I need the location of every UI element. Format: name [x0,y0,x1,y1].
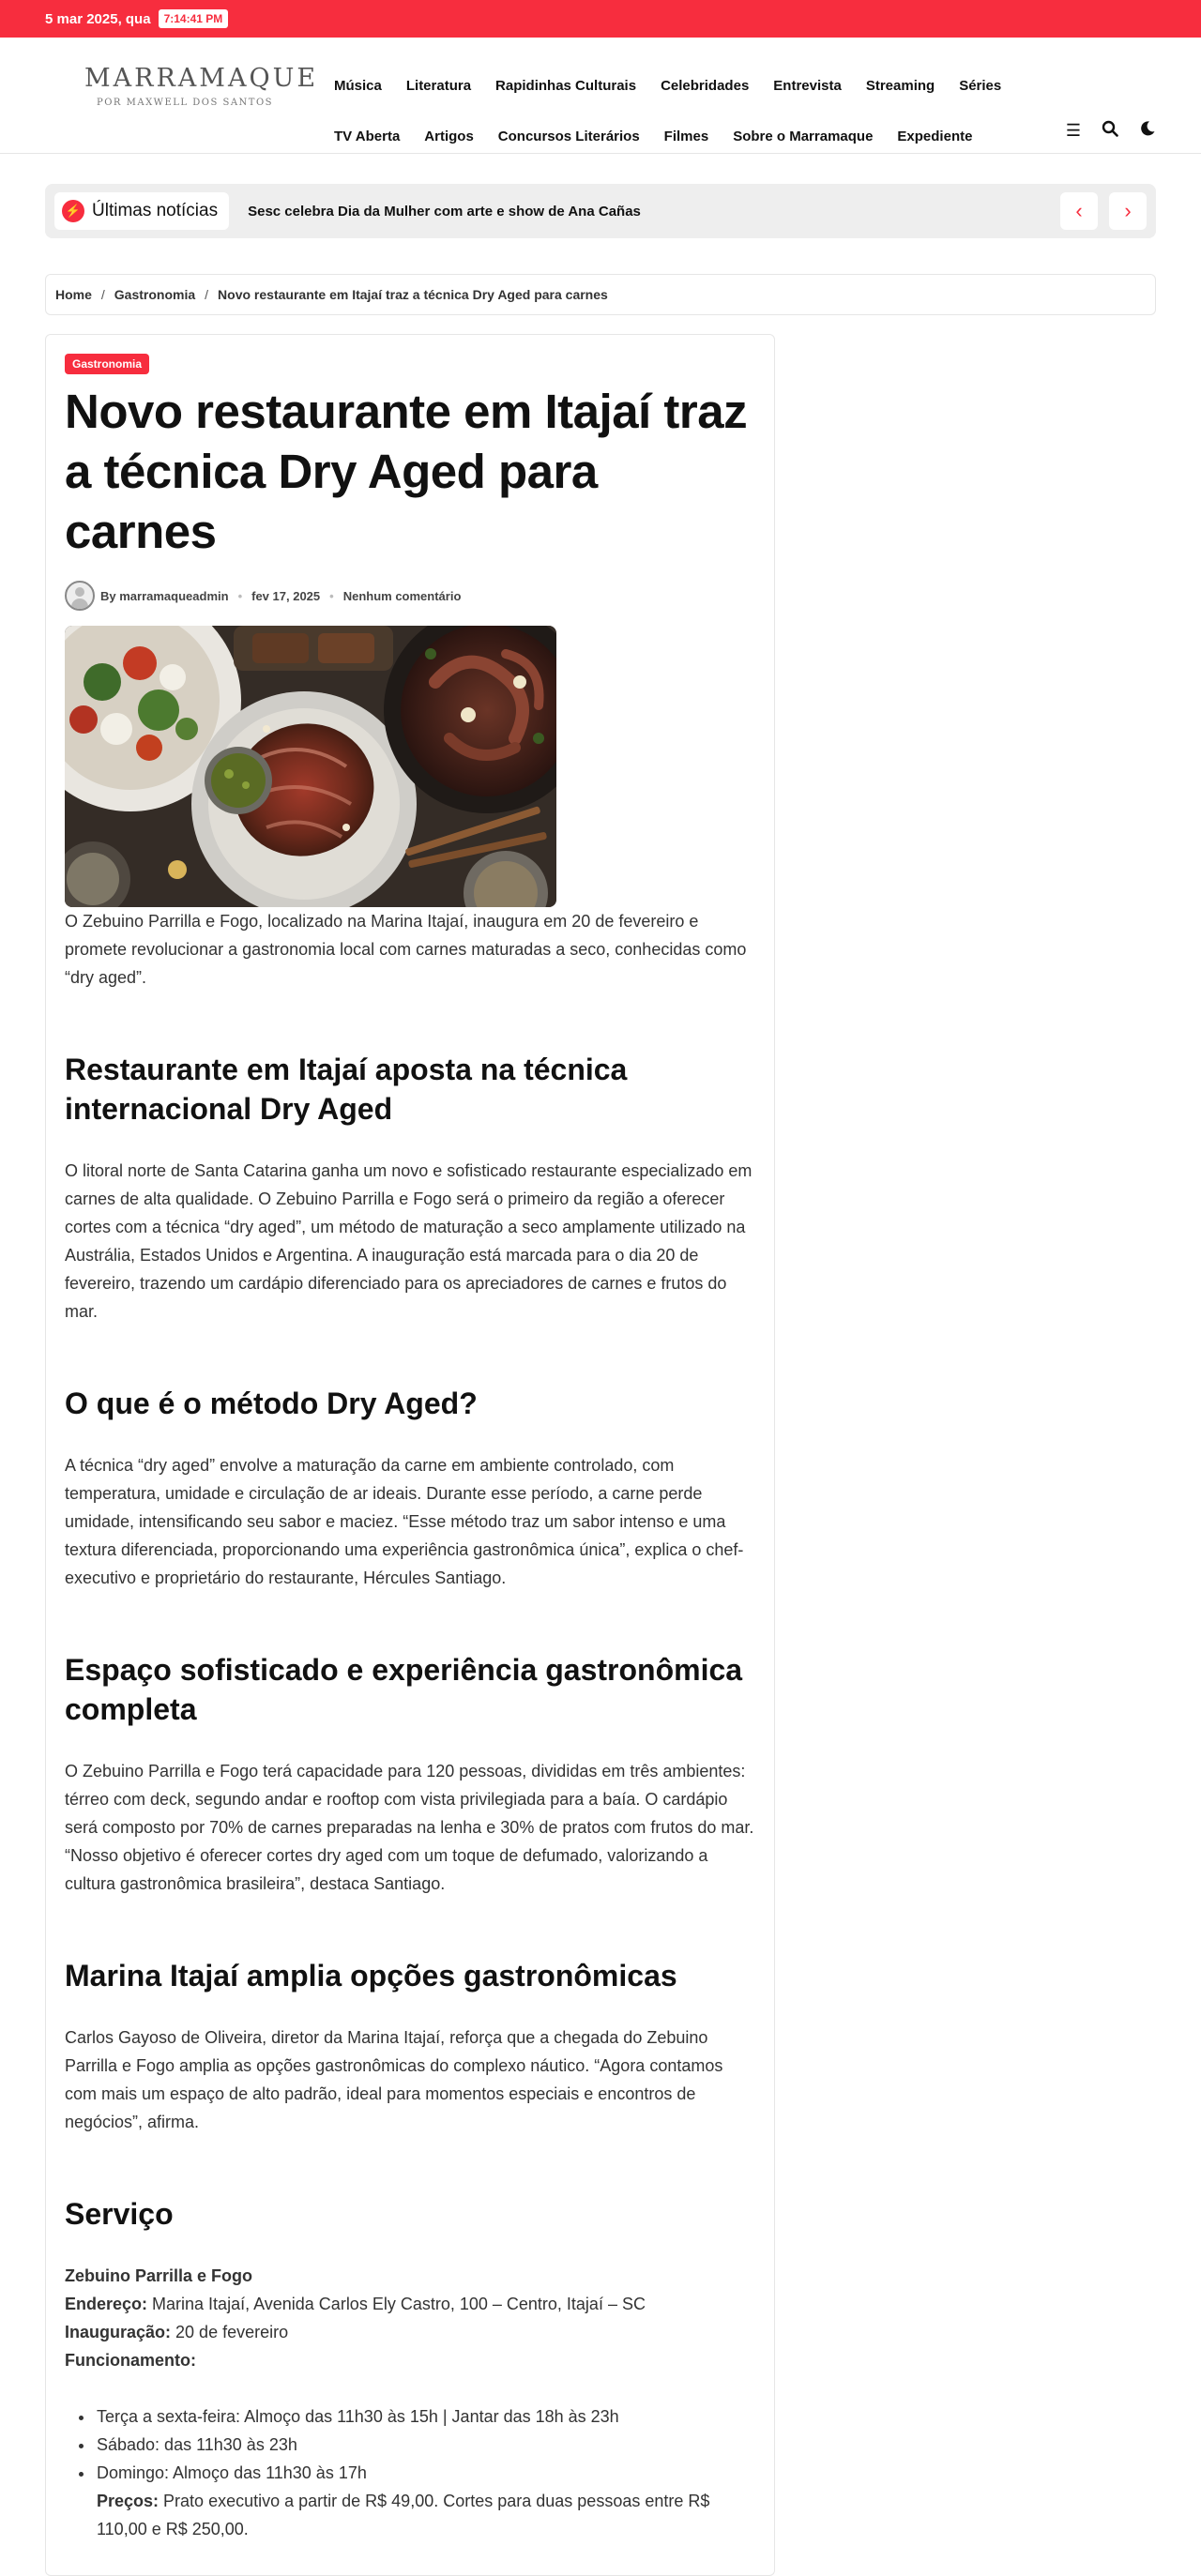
prices-label: Preços: [97,2492,160,2510]
list-item: • Terça a sexta-feira: Almoço das 11h30 às 15h | Jantar das 18h às 23h [95,2402,755,2431]
section-paragraph: O Zebuino Parrilla e Fogo terá capacidade para 120 pessoas, divididas em três ambientes: térreo com deck, segundo andar e rooftop com vista privilegiada para a baía. O cardápio será composto por 70% de carnes preparadas na lenha e 30% de pratos com frutos do mar. “Nosso objetivo é oferecer cortes dry aged com um toque de defumado, valorizando a cultura gastronômica brasileira”, destaca Santiago. [65,1762,754,1893]
logo-tagline: POR MAXWELL DOS SANTOS [96,98,274,108]
top-bar [0,0,1201,38]
nav-item-artigos[interactable]: Artigos [424,128,474,144]
breadcrumb-separator: / [205,287,209,302]
nav-item-rapidinhas-culturais[interactable]: Rapidinhas Culturais [495,77,637,94]
service-name: Zebuino Parrilla e Fogo [65,2266,253,2285]
list-item [95,2459,755,2543]
category-badge[interactable]: Gastronomia [65,354,149,374]
hours-sunday: Domingo: Almoço das 11h30 às 17h [97,2463,367,2482]
author-name[interactable]: By marramaqueadmin [100,588,229,603]
current-time: 7:14:41 PM [159,9,229,28]
current-date: 5 mar 2025, qua [45,10,151,27]
nav-item-series[interactable]: Séries [959,77,1002,94]
nav-row-2 [334,113,1010,159]
prices-value: Prato executivo a partir de R$ 49,00. Cortes para duas pessoas entre R$ 110,00 e R$ 250,00. [97,2492,710,2538]
meta-dot: • [329,588,334,603]
nav-item-literatura[interactable]: Literatura [405,77,472,94]
menu-icon[interactable]: ☰ [1065,121,1081,140]
logo-name: MARRAMAQUE [84,64,319,93]
section-heading: O que é o método Dry Aged? [65,1386,478,1420]
article-hero-image [65,626,556,907]
nav-item-expediente[interactable]: Expediente [897,128,973,144]
nav-item-tv-aberta[interactable]: TV Aberta [334,128,401,144]
nav-row-1 [334,62,1010,109]
nav-item-entrevista[interactable]: Entrevista [773,77,842,94]
site-logo[interactable] [84,64,319,108]
breadcrumb-separator: / [100,287,105,302]
dark-mode-icon[interactable] [1139,120,1156,142]
article-intro: O Zebuino Parrilla e Fogo, localizado na Marina Itajaí, inaugura em 20 de fevereiro e promete revolucionar a gastronomia local com carnes maturadas a seco, conhecidas como “dry aged”. [65,912,747,987]
section-paragraph: Carlos Gayoso de Oliveira, diretor da Marina Itajaí, reforça que a chegada do Zebuino Parrilla e Fogo amplia as opções gastronômicas do complexo náutico. “Agora contamos com mais um espaço de alto padrão, ideal para momentos especiais e encontros de negócios”, afirma. [65,2028,723,2131]
search-icon[interactable] [1102,120,1118,142]
news-ticker [45,184,1156,238]
service-heading: Serviço [65,2197,174,2231]
nav-item-musica[interactable]: Música [334,77,382,94]
nav-item-streaming[interactable]: Streaming [865,77,935,94]
section-heading: Espaço sofisticado e experiência gastronômica completa [65,1653,743,1726]
header-icons [1066,120,1156,142]
article-meta [65,581,755,611]
section-heading: Marina Itajaí amplia opções gastronômicas [65,1959,677,1993]
article [45,334,775,2576]
opening-value: 20 de fevereiro [171,2323,289,2341]
breadcrumb [45,274,1156,315]
comments-link[interactable]: Nenhum comentário [342,588,462,603]
post-date[interactable]: fev 17, 2025 [251,588,321,603]
service-section [65,2194,755,2543]
main-nav [334,62,1010,159]
section-paragraph: O litoral norte de Santa Catarina ganha um novo e sofisticado restaurante especializado em carnes de alta qualidade. O Zebuino Parrilla e Fogo será o primeiro da região a oferecer cortes com a técnica “dry aged”, um método de maturação a seco amplamente utilizado na Austrália, Estados Unidos e Argentina. A inauguração está marcada para o dia 20 de fevereiro, trazendo um cardápio diferenciado para os apreciadores de carnes e frutos do mar. [65,1161,753,1321]
nav-item-concursos-literarios[interactable]: Concursos Literários [497,128,640,144]
ticker-prev-button[interactable]: ‹ [1060,192,1098,230]
breadcrumb-current: Novo restaurante em Itajaí traz a técnica Dry Aged para carnes [218,287,608,302]
meta-dot: • [237,588,243,603]
service-name-line [65,2262,755,2290]
nav-item-filmes[interactable]: Filmes [663,128,709,144]
opening-label: Inauguração: [65,2323,172,2341]
ticker-next-button[interactable]: › [1109,192,1147,230]
lightning-icon: ⚡ [62,200,84,222]
ticker-controls [1060,192,1147,230]
avatar[interactable] [65,581,95,611]
service-address-line [65,2290,755,2318]
service-opening-line [65,2318,755,2346]
nav-item-celebridades[interactable]: Celebridades [661,77,750,94]
section-paragraph: A técnica “dry aged” envolve a maturação da carne em ambiente controlado, com temperatura, umidade e circulação de ar ideais. Durante esse período, a carne perde umidade, intensificando seu sabor e maciez. “Esse método traz um sabor intenso e uma textura diferenciada, proporcionando uma experiência gastronômica única”, explica o chef-executivo e proprietário do restaurante, Hércules Santiago. [65,1456,744,1587]
site-header [0,38,1201,154]
list-item: • Sábado: das 11h30 às 23h [95,2431,755,2459]
breadcrumb-category[interactable]: Gastronomia [114,287,196,302]
address-value: Marina Itajaí, Avenida Carlos Ely Castro, 100 – Centro, Itajaí – SC [147,2295,646,2313]
ticker-label [54,192,229,230]
service-hours-line [65,2346,755,2374]
hours-label: Funcionamento: [65,2351,196,2370]
breadcrumb-home[interactable]: Home [55,287,92,302]
ticker-label-text: Últimas notícias [92,201,219,220]
section-heading: Restaurante em Itajaí aposta na técnica internacional Dry Aged [65,1053,628,1126]
hours-list [95,2402,755,2543]
nav-item-sobre[interactable]: Sobre o Marramaque [733,128,874,144]
ticker-headline[interactable]: Sesc celebra Dia da Mulher com arte e show de Ana Cañas [248,203,641,220]
article-title: Novo restaurante em Itajaí traz a técnica Dry Aged para carnes [65,385,748,558]
address-label: Endereço: [65,2295,148,2313]
